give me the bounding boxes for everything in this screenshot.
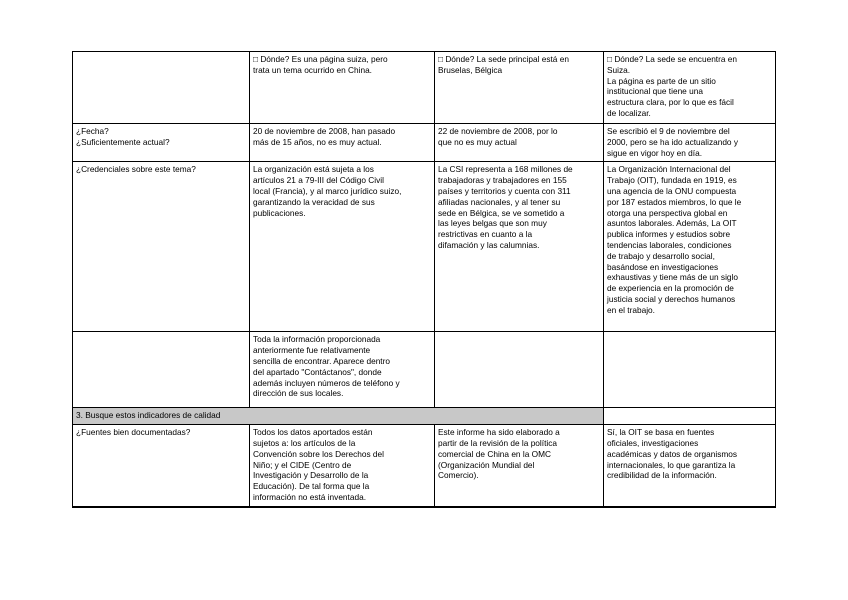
source-1-cell: Todos los datos aportados están sujetos a: los artículos de la Convención sobre los Derechos del Niño; y el CIDE (Centro de Investigación y Desarrollo de la Educación). De tal forma que la información no está inventada. — [250, 425, 435, 507]
criterion-cell: ¿Fecha? ¿Suficientemente actual? — [73, 124, 250, 162]
source-1-cell: □ Dónde? Es una página suiza, pero trata un tema ocurrido en China. — [250, 52, 435, 124]
source-1-cell: La organización está sujeta a los artículos 21 a 79-III del Código Civil local (Francia), y al marco jurídico suizo, garantizando la veracidad de sus publicaciones. — [250, 162, 435, 332]
source-2-cell — [435, 332, 604, 408]
criterion-cell — [73, 52, 250, 124]
criterion-cell: ¿Credenciales sobre este tema? — [73, 162, 250, 332]
table-row — [73, 332, 776, 408]
table-row — [73, 52, 776, 124]
evaluation-table — [72, 51, 776, 508]
source-2-cell: La CSI representa a 168 millones de trabajadoras y trabajadores en 155 países y territorios y cuenta con 311 afiliadas nacionales, y al tener su sede en Bélgica, se ve sometido a las leyes belgas que son muy restrictivas en cuanto a la difamación y las calumnias. — [435, 162, 604, 332]
section-header-row — [73, 408, 776, 425]
source-2-cell: Este informe ha sido elaborado a partir de la revisión de la política comercial de China en la OMC (Organización Mundial del Comercio). — [435, 425, 604, 507]
section-title: 3. Busque estos indicadores de calidad — [73, 408, 604, 425]
source-1-cell: 20 de noviembre de 2008, han pasado más de 15 años, no es muy actual. — [250, 124, 435, 162]
source-2-cell: □ Dónde? La sede principal está en Bruselas, Bélgica — [435, 52, 604, 124]
criterion-cell — [73, 332, 250, 408]
source-1-cell: Toda la información proporcionada anteriormente fue relativamente sencilla de encontrar. Aparece dentro del apartado "Contáctanos", donde además incluyen números de teléfono y dirección de sus locales. — [250, 332, 435, 408]
source-3-cell — [604, 332, 776, 408]
section-empty-cell — [604, 408, 776, 425]
table-row — [73, 425, 776, 507]
source-3-cell: Sí, la OIT se basa en fuentes oficiales, investigaciones académicas y datos de organismos internacionales, lo que garantiza la credibilidad de la información. — [604, 425, 776, 507]
source-3-cell: Se escribió el 9 de noviembre del 2000, pero se ha ido actualizando y sigue en vigor hoy en día. — [604, 124, 776, 162]
table-row — [73, 162, 776, 332]
source-2-cell: 22 de noviembre de 2008, por lo que no es muy actual — [435, 124, 604, 162]
criterion-cell: ¿Fuentes bien documentadas? — [73, 425, 250, 507]
table-row — [73, 124, 776, 162]
source-3-cell: □ Dónde? La sede se encuentra en Suiza. La página es parte de un sitio institucional que tiene una estructura clara, por lo que es fácil de localizar. — [604, 52, 776, 124]
source-3-cell: La Organización Internacional del Trabajo (OIT), fundada en 1919, es una agencia de la ONU compuesta por 187 estados miembros, lo que le otorga una perspectiva global en asuntos laborales. Además, La OIT publica informes y estudios sobre tendencias laborales, condiciones de trabajo y desarrollo social, basándose en investigaciones exhaustivas y tiene más de un siglo de experiencia en la promoción de justicia social y derechos humanos en el trabajo. — [604, 162, 776, 332]
